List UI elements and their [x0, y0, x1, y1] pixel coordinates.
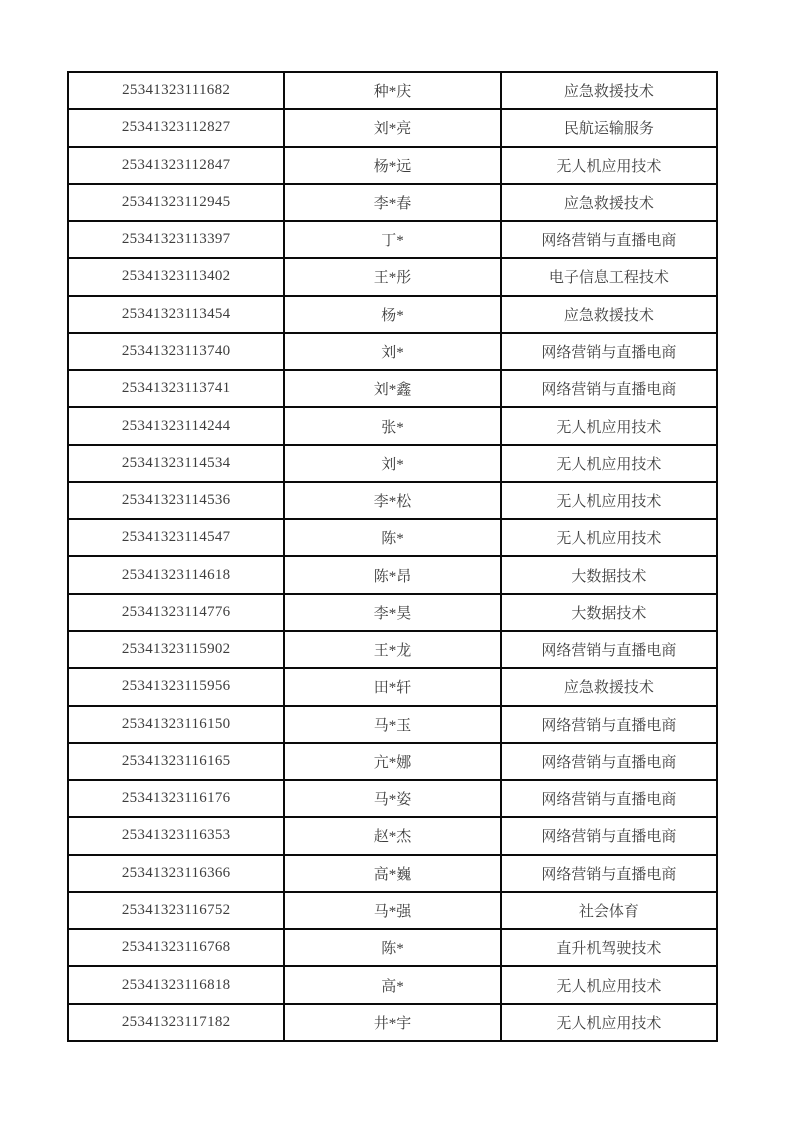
candidate-name-cell: 王*彤 — [284, 258, 500, 295]
candidate-id-cell: 25341323115902 — [68, 631, 284, 668]
candidate-id-cell: 25341323116768 — [68, 929, 284, 966]
candidate-id-cell: 25341323114534 — [68, 445, 284, 482]
major-cell: 无人机应用技术 — [501, 407, 717, 444]
candidate-id-cell: 25341323114618 — [68, 556, 284, 593]
candidate-id-cell: 25341323116752 — [68, 892, 284, 929]
table-row — [68, 668, 717, 705]
major-cell: 网络营销与直播电商 — [501, 817, 717, 854]
candidate-id-cell: 25341323116818 — [68, 966, 284, 1003]
table-row — [68, 258, 717, 295]
major-cell: 无人机应用技术 — [501, 147, 717, 184]
candidate-name-cell: 种*庆 — [284, 72, 500, 109]
candidate-id-cell: 25341323112847 — [68, 147, 284, 184]
candidate-name-cell: 赵*杰 — [284, 817, 500, 854]
candidate-name-cell: 刘* — [284, 333, 500, 370]
candidate-id-cell: 25341323116150 — [68, 706, 284, 743]
candidate-name-cell: 张* — [284, 407, 500, 444]
major-cell: 网络营销与直播电商 — [501, 855, 717, 892]
candidate-id-cell: 25341323113402 — [68, 258, 284, 295]
table-row — [68, 594, 717, 631]
candidate-id-cell: 25341323113740 — [68, 333, 284, 370]
table-row — [68, 817, 717, 854]
candidate-name-cell: 李*昊 — [284, 594, 500, 631]
major-cell: 网络营销与直播电商 — [501, 743, 717, 780]
table-row — [68, 72, 717, 109]
candidate-name-cell: 高*巍 — [284, 855, 500, 892]
major-cell: 网络营销与直播电商 — [501, 631, 717, 668]
major-cell: 应急救援技术 — [501, 184, 717, 221]
table-row — [68, 184, 717, 221]
major-cell: 应急救援技术 — [501, 296, 717, 333]
table-row — [68, 147, 717, 184]
candidate-id-cell: 25341323113741 — [68, 370, 284, 407]
major-cell: 大数据技术 — [501, 556, 717, 593]
roster-table-body — [68, 72, 717, 1041]
candidate-name-cell: 马*强 — [284, 892, 500, 929]
table-row — [68, 445, 717, 482]
table-row — [68, 556, 717, 593]
candidate-name-cell: 李*松 — [284, 482, 500, 519]
candidate-id-cell: 25341323115956 — [68, 668, 284, 705]
candidate-id-cell: 25341323116366 — [68, 855, 284, 892]
candidate-name-cell: 井*宇 — [284, 1004, 500, 1041]
major-cell: 网络营销与直播电商 — [501, 706, 717, 743]
table-row — [68, 631, 717, 668]
candidate-name-cell: 杨* — [284, 296, 500, 333]
candidate-name-cell: 刘*亮 — [284, 109, 500, 146]
major-cell: 无人机应用技术 — [501, 1004, 717, 1041]
candidate-name-cell: 马*姿 — [284, 780, 500, 817]
table-row — [68, 743, 717, 780]
candidate-id-cell: 25341323117182 — [68, 1004, 284, 1041]
candidate-id-cell: 25341323116165 — [68, 743, 284, 780]
major-cell: 大数据技术 — [501, 594, 717, 631]
major-cell: 无人机应用技术 — [501, 966, 717, 1003]
major-cell: 无人机应用技术 — [501, 445, 717, 482]
candidate-id-cell: 25341323116353 — [68, 817, 284, 854]
candidate-id-cell: 25341323112945 — [68, 184, 284, 221]
table-row — [68, 892, 717, 929]
candidate-name-cell: 陈* — [284, 519, 500, 556]
candidate-id-cell: 25341323113454 — [68, 296, 284, 333]
candidate-name-cell: 杨*远 — [284, 147, 500, 184]
candidate-name-cell: 高* — [284, 966, 500, 1003]
candidate-id-cell: 25341323114776 — [68, 594, 284, 631]
roster-table — [67, 71, 718, 1042]
table-row — [68, 221, 717, 258]
candidate-name-cell: 陈* — [284, 929, 500, 966]
table-row — [68, 780, 717, 817]
candidate-id-cell: 25341323111682 — [68, 72, 284, 109]
major-cell: 社会体育 — [501, 892, 717, 929]
candidate-id-cell: 25341323113397 — [68, 221, 284, 258]
major-cell: 无人机应用技术 — [501, 519, 717, 556]
candidate-name-cell: 马*玉 — [284, 706, 500, 743]
table-row — [68, 482, 717, 519]
candidate-id-cell: 25341323116176 — [68, 780, 284, 817]
table-row — [68, 370, 717, 407]
candidate-id-cell: 25341323112827 — [68, 109, 284, 146]
candidate-name-cell: 丁* — [284, 221, 500, 258]
candidate-id-cell: 25341323114244 — [68, 407, 284, 444]
major-cell: 民航运输服务 — [501, 109, 717, 146]
major-cell: 无人机应用技术 — [501, 482, 717, 519]
major-cell: 网络营销与直播电商 — [501, 221, 717, 258]
candidate-name-cell: 刘*鑫 — [284, 370, 500, 407]
candidate-id-cell: 25341323114547 — [68, 519, 284, 556]
table-row — [68, 333, 717, 370]
candidate-name-cell: 刘* — [284, 445, 500, 482]
candidate-name-cell: 王*龙 — [284, 631, 500, 668]
table-row — [68, 296, 717, 333]
candidate-name-cell: 亢*娜 — [284, 743, 500, 780]
table-row — [68, 407, 717, 444]
table-row — [68, 109, 717, 146]
table-row — [68, 1004, 717, 1041]
table-row — [68, 706, 717, 743]
major-cell: 应急救援技术 — [501, 72, 717, 109]
table-row — [68, 855, 717, 892]
table-row — [68, 519, 717, 556]
candidate-id-cell: 25341323114536 — [68, 482, 284, 519]
major-cell: 网络营销与直播电商 — [501, 370, 717, 407]
candidate-name-cell: 田*轩 — [284, 668, 500, 705]
major-cell: 网络营销与直播电商 — [501, 333, 717, 370]
candidate-name-cell: 李*春 — [284, 184, 500, 221]
major-cell: 电子信息工程技术 — [501, 258, 717, 295]
table-row — [68, 966, 717, 1003]
major-cell: 直升机驾驶技术 — [501, 929, 717, 966]
table-row — [68, 929, 717, 966]
major-cell: 网络营销与直播电商 — [501, 780, 717, 817]
candidate-name-cell: 陈*昂 — [284, 556, 500, 593]
major-cell: 应急救援技术 — [501, 668, 717, 705]
